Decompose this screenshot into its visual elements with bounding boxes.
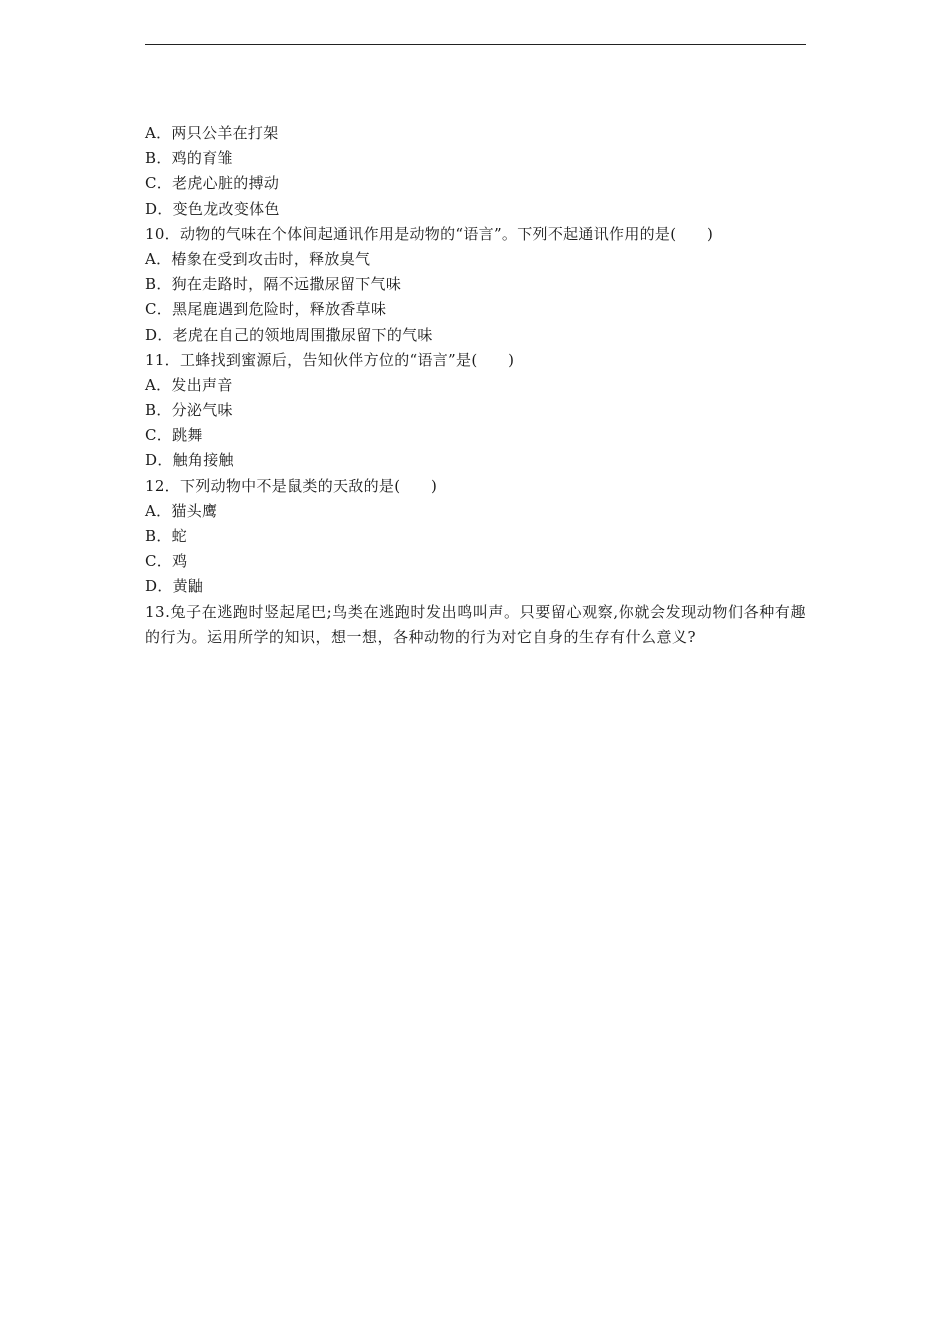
q11-option-b: B．分泌气味: [145, 401, 233, 420]
q9-option-c: C．老虎心脏的搏动: [145, 174, 280, 193]
q10-option-b: B．狗在走路时，隔不远撒尿留下气味: [145, 275, 402, 294]
q9-option-d: D．变色龙改变体色: [145, 199, 280, 218]
q10-option-a: A．椿象在受到攻击时，释放臭气: [145, 249, 371, 268]
q13-text: 13.兔子在逃跑时竖起尾巴;鸟类在逃跑时发出鸣叫声。只要留心观察,你就会发现动物们各种有趣的行为。运用所学的知识，想一想，各种动物的行为对它自身的生存有什么意义?: [145, 602, 806, 646]
q12-option-b: B．蛇: [145, 527, 187, 545]
q12-option-a: A．猫头鹰: [145, 501, 218, 520]
q11-option-c: C．跳舞: [145, 426, 203, 445]
header-rule: [145, 44, 806, 45]
q9-option-b: B．鸡的育雏: [145, 149, 233, 168]
q10-stem: 10．动物的气味在个体间起通讯作用是动物的“语言”。下列不起通讯作用的是( ): [145, 224, 714, 243]
q10-option-c: C．黑尾鹿遇到危险时，释放香草味: [145, 300, 387, 319]
q12-stem: 12．下列动物中不是鼠类的天敌的是( ): [145, 476, 438, 495]
q9-option-a: A．两只公羊在打架: [145, 124, 279, 142]
q11-option-d: D．触角接触: [145, 451, 234, 470]
q11-stem: 11．工蜂找到蜜源后，告知伙伴方位的“语言”是( ): [145, 350, 515, 369]
q10-option-d: D．老虎在自己的领地周围撒尿留下的气味: [145, 325, 433, 344]
q12-option-d: D．黄鼬: [145, 577, 204, 596]
question-content: [145, 121, 806, 650]
q12-option-c: C．鸡: [145, 552, 188, 571]
q11-option-a: A．发出声音: [145, 375, 233, 394]
